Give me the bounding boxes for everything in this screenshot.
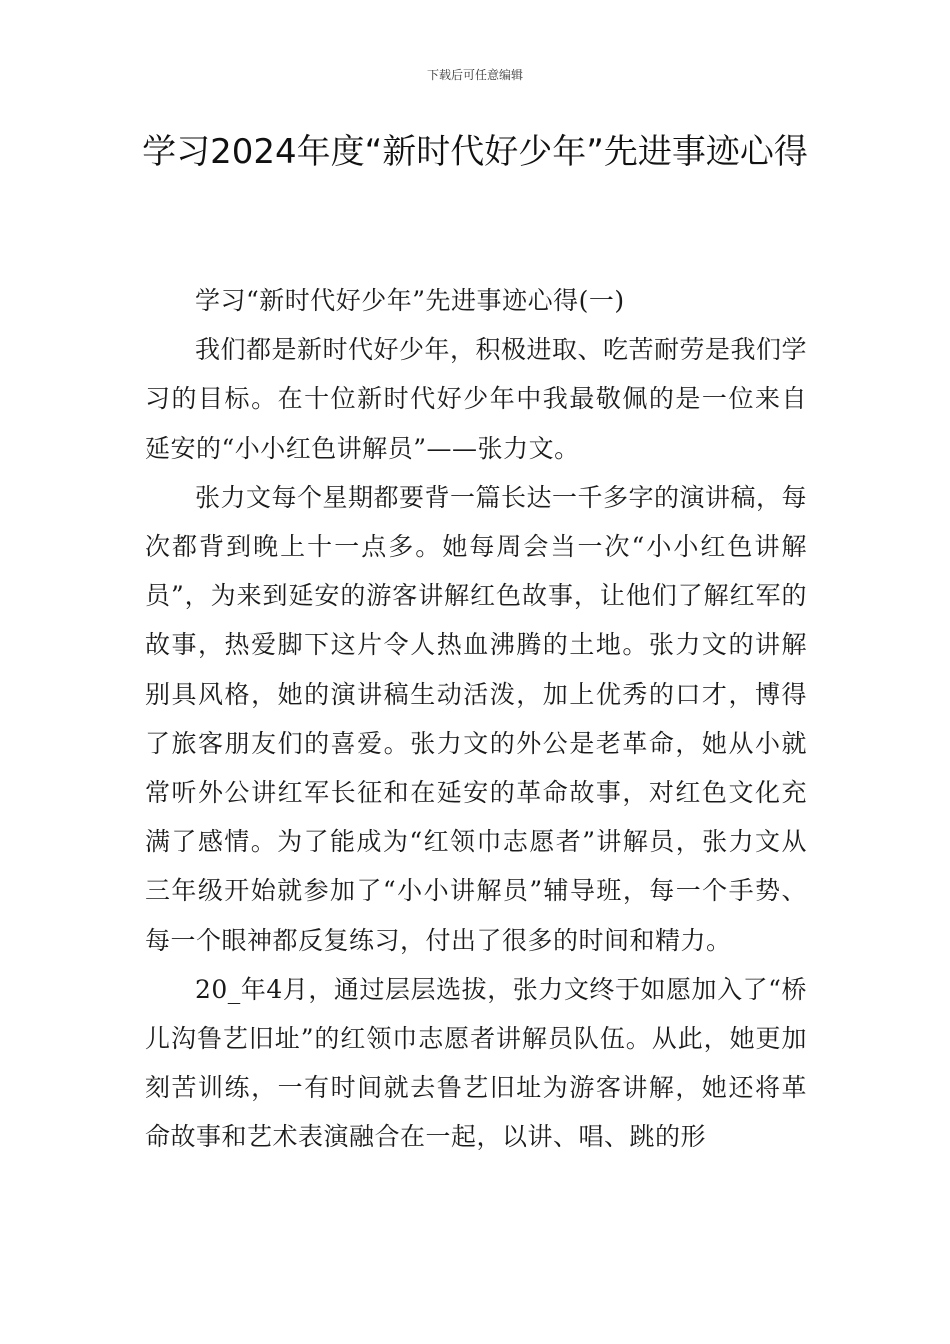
document-title: 学习2024年度“新时代好少年”先进事迹心得 bbox=[142, 132, 808, 172]
header-note: 下载后可任意编辑 bbox=[426, 68, 523, 82]
document-body bbox=[145, 276, 807, 1162]
paragraph: 20_年4月，通过层层选拔，张力文终于如愿加入了“桥儿沟鲁艺旧址”的红领巾志愿者讲解员队伍。从此，她更加刻苦训练，一有时间就去鲁艺旧址为游客讲解，她还将革命故事和艺术表演融合在一起，以讲、唱、跳的形 bbox=[145, 974, 807, 1152]
paragraph: 我们都是新时代好少年，积极进取、吃苦耐劳是我们学习的目标。在十位新时代好少年中我最敬佩的是一位来自延安的“小小红色讲解员”——张力文。 bbox=[145, 335, 808, 463]
paragraph-subtitle: 学习“新时代好少年”先进事迹心得(一) bbox=[195, 286, 625, 315]
paragraph: 张力文每个星期都要背一篇长达一千多字的演讲稿，每次都背到晚上十一点多。她每周会当一次“小小红色讲解员”，为来到延安的游客讲解红色故事，让他们了解红军的故事，热爱脚下这片令人热血沸腾的土地。张力文的讲解别具风格，她的演讲稿生动活泼，加上优秀的口才，博得了旅客朋友们的喜爱。张力文的外公是老革命，她从小就常听外公讲红军长征和在延安的革命故事，对红色文化充满了感情。为了能成为“红领巾志愿者”讲解员，张力文从三年级开始就参加了“小小讲解员”辅导班，每一个手势、每一个眼神都反复练习，付出了很多的时间和精力。 bbox=[145, 482, 808, 955]
